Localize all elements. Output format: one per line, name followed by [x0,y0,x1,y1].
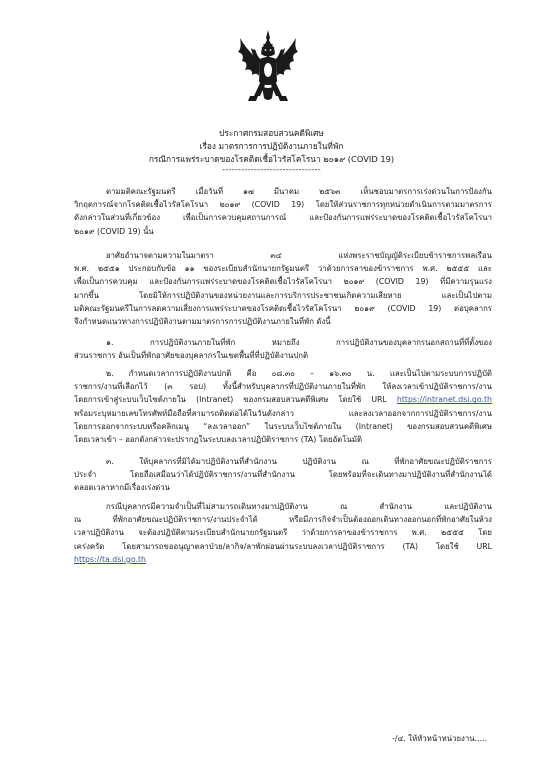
clause-3 [74,455,492,495]
paragraph-line: มติคณะรัฐมนตรีในการลดความเสี่ยงการแพร่ระบาดของโรคติดเชื้อไวรัสโคโรนา ๒๐๑๙ (COVID 19) ต่อบุคลากร [74,303,492,313]
paragraph-line: ราชการ/งานที่เลือกไว้ (๓ รอบ) ทั้งนี้สำหรับบุคลากรที่ปฏิบัติงานภายในที่พัก ให้ลงเวลาเข้าปฏิบัติราชการ/งาน [74,382,492,392]
paragraph-line: มากขึ้น โดยมิให้การปฏิบัติงานของหน่วยงานและการบริการประชาชนเกิดความเสียหาย และเป็นไปตาม [74,290,492,300]
paragraph-line: ส่วนราชการ อันเป็นที่พักอาศัยของบุคลากรในเขตพื้นที่ที่ปฏิบัติงานปกติ [74,351,309,361]
paragraph-line: กรณีบุคลากรมีความจำเป็นที่ไม่สามารถเดินทางมาปฏิบัติงาน ณ สำนักงาน และปฏิบัติงาน [106,502,492,511]
header-divider: ------------------------------- [222,165,321,174]
paragraph-line: พ.ศ. ๒๕๕๑ ประกอบกับข้อ ๑๑ ของระเบียบสำนักนายกรัฐมนตรี ว่าด้วยการลาของข้าราชการ พ.ศ. ๒๕๕๕ และ [74,264,492,274]
paragraph-line: ตามมติคณะรัฐมนตรี เมื่อวันที่ ๑๗ มีนาคม ๒๕๖๓ เห็นชอบมาตรการเร่งด่วนในการป้องกัน [106,187,492,196]
announcement-subject-detail: กรณีการแพร่ระบาดของโรคติดเชื้อไวรัสโคโรนา ๒๐๑๙ (COVID 19) [148,154,395,164]
paragraph-line [74,393,492,406]
announcement-title: ประกาศกรมสอบสวนคดีพิเศษ [219,128,324,138]
paragraph-line: ๑. การปฏิบัติงานภายในที่พัก หมายถึง การปฏิบัติงานของบุคลากรนอกสถานที่ที่ตั้งของ [106,338,492,347]
paragraph-line: ๒๐๑๙ (COVID 19) นั้น [74,226,154,236]
intranet-link[interactable]: https://intranet.dsi.go.th [396,395,492,405]
paragraph-line: ๓. ให้บุคลากรที่มิได้มาปฏิบัติงานที่สำนักงาน ปฏิบัติงาน ณ ที่พักอาศัยขณะปฏิบัติราชการ [106,457,492,466]
paragraph-line: โดยการออกจากระบบหรือคลิกเมนู “ลงเวลาออก” ในระบบเว็บไซต์ภายใน (Intranet) ของกรมสอบสวนคดีพิเศษ [74,421,492,431]
paragraph-line: เพื่อเป็นการควบคุม และป้องกันการแพร่ระบาดของโรคติดเชื้อไวรัสโคโรนา ๒๐๑๙ (COVID 19) ที่มีความรุนแรง [74,277,492,287]
paragraph-line: จึงกำหนดแนวทางการปฏิบัติงานตามมาตรการการปฏิบัติงานภายในที่พัก ดังนี้ [74,317,331,327]
paragraph-line: ประจำ โดยถือเสมือนว่าได้ปฏิบัติราชการ/งานที่สำนักงาน โดยพร้อมที่จะเดินทางมาปฏิบัติงานที่สำนักงานได้ [74,470,492,480]
paragraph-line [74,553,492,566]
announcement-subject: เรื่อง มาตรการการปฏิบัติงานภายในที่พัก [199,141,344,151]
paragraph-line: โดยเวลาเข้า – ออกดังกล่าวจะปรากฏในระบบลงเวลาปฏิบัติราชการ (TA) โดยอัตโนมัติ [74,435,363,445]
clause-2 [74,367,492,446]
paragraph-line: พร้อมระบุหมายเลขโทรศัพท์มือถือที่สามารถติดต่อได้ในวันดังกล่าว และลงเวลาออกจากการปฏิบัติราชการ/งาน [74,408,492,418]
paragraph-line: เคร่งครัด โดยสามารถขออนุญาตลาป่วย/ลากิจ/ลาพักผ่อนผ่านระบบลงเวลาปฏิบัติราชการ (TA) โดยใช้ URL [74,541,492,551]
paragraph-line: ตลอดเวลาหากมีเรื่องเร่งด่วน [74,483,170,493]
paragraph-line: วิกฤตการณ์จากโรคติดเชื้อไวรัสโคโรนา ๒๐๑๙ (COVID 19) โดยให้ส่วนราชการทุกหน่วยดำเนินการตามมาตรการ [74,200,492,210]
paragraph-line: เวลาปฏิบัติงาน จะต้องปฏิบัติตามระเบียบสำนักนายกรัฐมนตรี ว่าด้วยการลาของข้าราชการ พ.ศ. ๒๕๕๕ โดย [74,528,492,538]
clause-3-exception [74,500,492,566]
paragraph-line: ดังกล่าวในส่วนที่เกี่ยวข้อง เพื่อเป็นการควบคุมสถานการณ์ และป้องกันการแพร่ระบาดของโรคติดเชื้อไวรัสโคโรนา [74,213,492,223]
continuation-note: -/๔. ให้หัวหน้าหน่วยงาน..... [392,734,487,743]
garuda-emblem-icon [236,30,300,108]
paragraph-preamble [74,185,492,238]
ta-system-link[interactable]: https://ta.dsi.go.th [74,554,146,564]
paragraph-line-text: โดยการเข้าสู่ระบบเว็บไซต์ภายใน (Intranet) ของกรมสอบสวนคดีพิเศษ โดยใช้ URL [74,395,397,405]
paragraph-line: อาศัยอำนาจตามความในมาตรา ๓๔ แห่งพระราชบัญญัติระเบียบข้าราชการพลเรือน [106,251,492,260]
paragraph-line: ๒. กำหนดเวลาการปฏิบัติงานปกติ คือ ๐๘.๓๐ – ๑๖.๓๐ น. และเป็นไปตามระบบการปฏิบัติ [106,369,492,378]
clause-1 [74,336,492,362]
paragraph-authority [74,249,492,328]
paragraph-line: ณ ที่พักอาศัยขณะปฏิบัติราชการ/งานประจำได้ หรือมีภารกิจจำเป็นต้องออกเดินทางออกนอกที่พักอาศัยในห้วง [74,515,492,525]
